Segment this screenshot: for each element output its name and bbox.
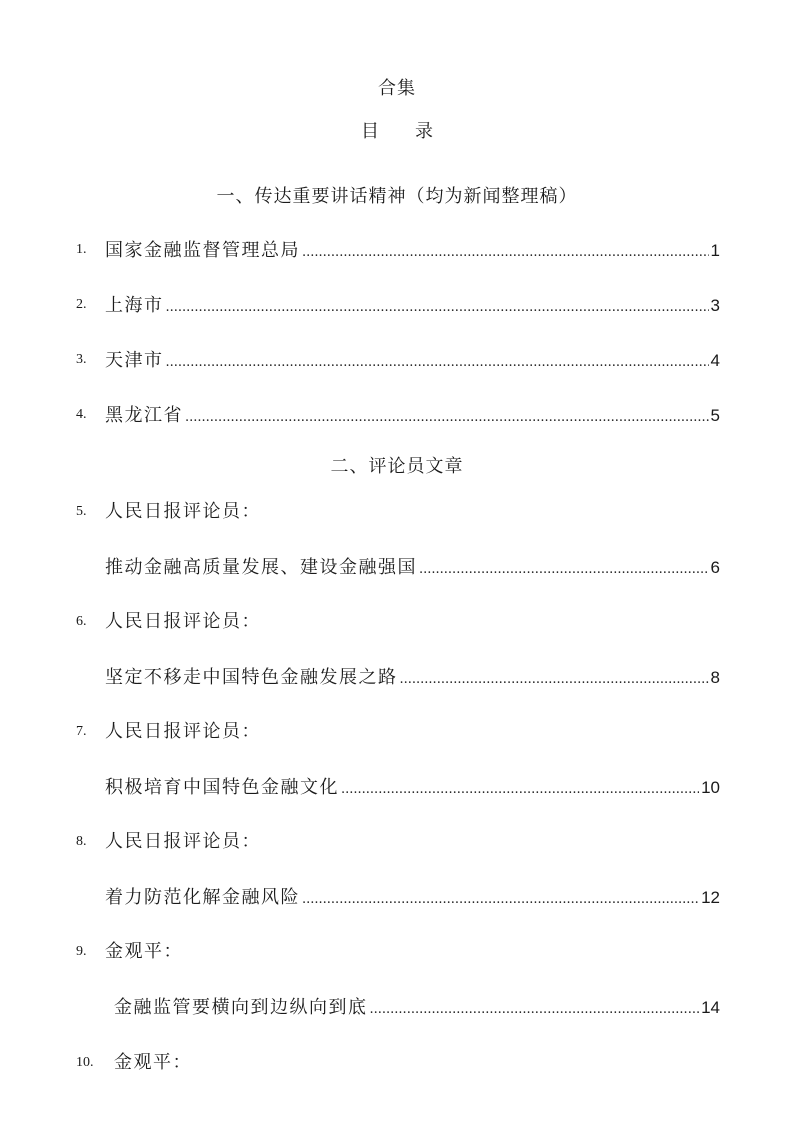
entry-number: 10. [76,1055,94,1070]
entry-number: 2. [76,297,87,312]
toc-entry-page: 3 [710,296,720,315]
toc-heading-char-2: 录 [415,121,433,142]
toc-entry-title: 国家金融监督管理总局 [105,240,300,261]
entry-number: 4. [76,407,87,422]
toc-heading-char-1: 目 [361,121,379,142]
toc-entry[interactable] [105,663,720,689]
dot-leader [341,782,699,797]
toc-entry-page: 4 [710,351,720,370]
dot-leader [185,410,709,425]
toc-entry-title: 上海市 [105,295,164,316]
toc-entry-title: 着力防范化解金融风险 [105,887,300,908]
toc-entry[interactable] [105,553,720,579]
toc-entry-author: 人民日报评论员： [105,831,261,852]
dot-leader [370,1002,700,1017]
entry-number: 7. [76,724,87,739]
entry-number: 6. [76,614,87,629]
dot-leader [166,355,709,370]
toc-entry-page: 14 [701,998,720,1017]
toc-entry-page: 12 [701,888,720,907]
toc-entry-title: 推动金融高质量发展、建设金融强国 [105,557,417,578]
toc-entry-author: 金观平： [105,941,183,962]
toc-entry-page: 8 [710,668,720,687]
toc-entry-title: 坚定不移走中国特色金融发展之路 [105,667,398,688]
toc-entry-page: 5 [710,406,720,425]
dot-leader [419,562,709,577]
toc-entry[interactable] [105,883,720,909]
toc-entry[interactable] [114,993,720,1019]
toc-entry-title: 金融监管要横向到边纵向到底 [114,997,368,1018]
toc-entry[interactable] [105,773,720,799]
toc-entry-author: 人民日报评论员： [105,501,261,522]
dot-leader [302,892,699,907]
entry-number: 9. [76,944,87,959]
section-heading-2: 二、评论员文章 [330,456,464,477]
entry-number: 1. [76,242,87,257]
toc-entry[interactable] [105,401,720,427]
toc-entry-author: 人民日报评论员： [105,721,261,742]
toc-entry[interactable] [105,346,720,372]
dot-leader [302,245,709,260]
toc-entry-page: 1 [710,241,720,260]
document-title: 合集 [378,78,416,99]
toc-entry[interactable] [105,291,720,317]
toc-entry-author: 金观平： [114,1052,192,1073]
toc-entry[interactable] [105,236,720,262]
entry-number: 8. [76,834,87,849]
toc-heading [0,117,794,143]
toc-entry-page: 10 [701,778,720,797]
toc-entry-title: 黑龙江省 [105,405,183,426]
toc-entry-title: 天津市 [105,350,164,371]
section-heading-1: 一、传达重要讲话精神（均为新闻整理稿） [216,186,578,207]
toc-entry-author: 人民日报评论员： [105,611,261,632]
entry-number: 5. [76,504,87,519]
dot-leader [400,672,709,687]
entry-number: 3. [76,352,87,367]
toc-entry-page: 6 [710,558,720,577]
toc-entry-title: 积极培育中国特色金融文化 [105,777,339,798]
dot-leader [166,300,709,315]
